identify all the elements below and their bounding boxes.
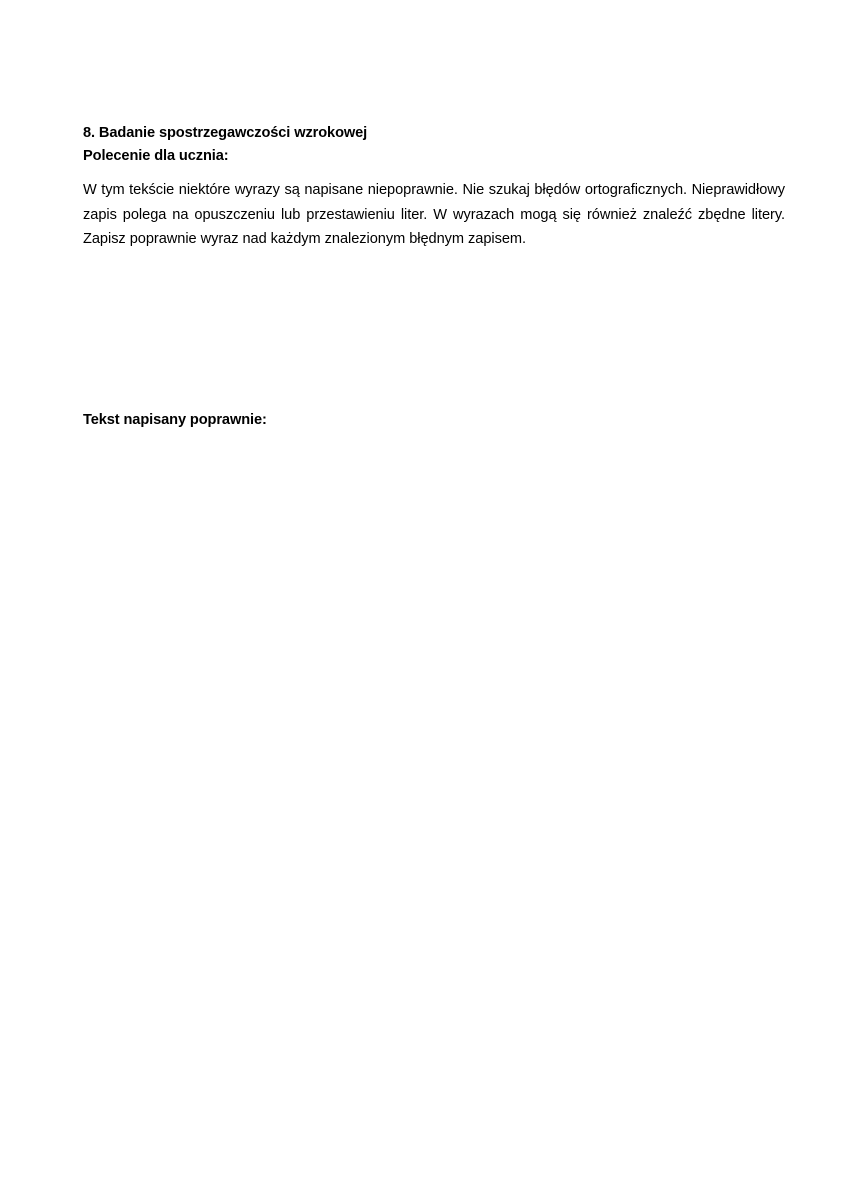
instruction-text: W tym tekście niektóre wyrazy są napisane niepoprawnie. Nie szukaj błędów ortograficznych. Nieprawidłowy zapis polega na opuszczeniu lub przestawieniu liter. W wyrazach mogą się również znaleźć zbędne litery. Zapisz poprawnie wyraz nad każdym znalezionym błędnym zapisem. (83, 182, 785, 247)
page-title: 8. Badanie spostrzegawczości wzrokowej (83, 125, 368, 141)
document-content-block (83, 123, 785, 252)
answer-writing-area[interactable] (83, 440, 785, 1080)
answer-section-label: Tekst napisany poprawnie: (83, 412, 267, 428)
instruction-label: Polecenie dla ucznia: (83, 148, 229, 164)
